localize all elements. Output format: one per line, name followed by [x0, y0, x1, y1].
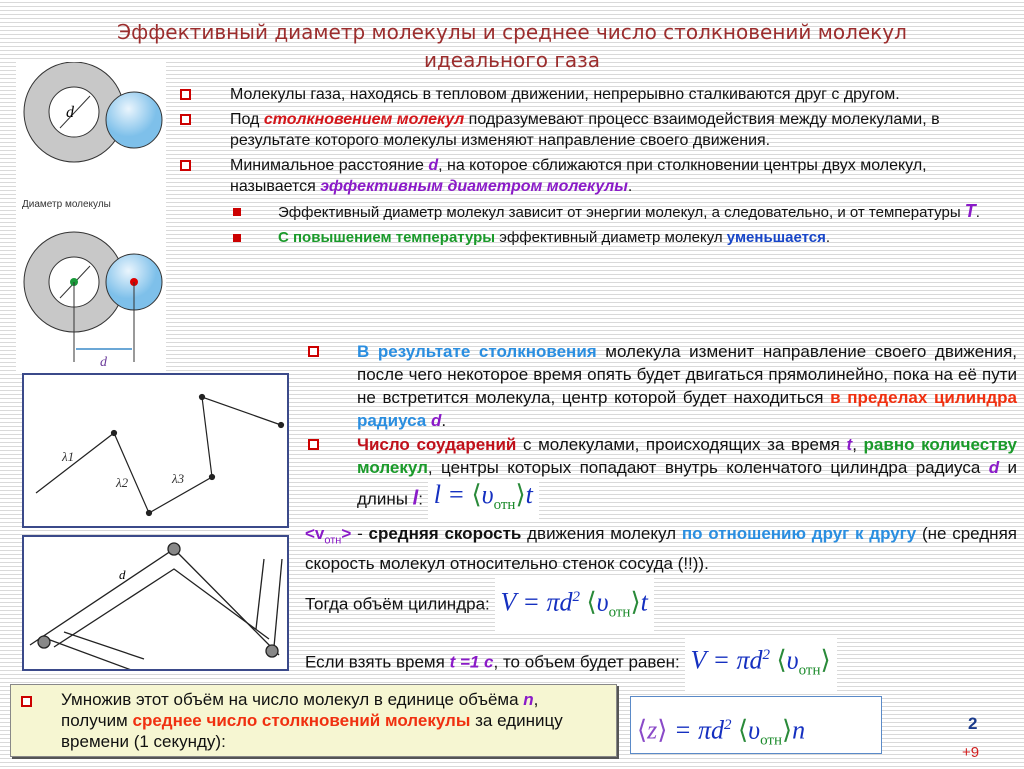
bullet-icon	[180, 160, 191, 171]
bullet-collision-definition: Под столкновением молекул подразумевают процесс взаимодействия между молекулами, в результате которого молекулы изменяют направление своего движения.	[176, 109, 1016, 151]
molecule-diameter-figure	[16, 62, 166, 374]
formula-volume-unit-time: $V = \pi d^2$ $⟨\upsilon_{отн}⟩$	[685, 635, 837, 691]
bullet-icon	[180, 114, 191, 125]
bullet-icon	[308, 346, 319, 357]
page-extra: +9	[962, 744, 980, 761]
volume-one-second-label: Если взять время t =1 с, то объем будет равен:	[305, 652, 680, 672]
subbullet-icon	[233, 234, 241, 242]
figure-caption: Диаметр молекулы	[22, 199, 111, 210]
top-bullet-list	[176, 84, 1016, 252]
subbullet-temperature: С повышением температуры эффективный диаметр молекул уменьшается.	[176, 227, 1016, 248]
conclusion-box	[10, 684, 617, 757]
broken-cylinder-diagram	[24, 537, 287, 669]
formula-collision-frequency: ⟨z⟩ = $\pi d^2$ $⟨\upsilon_{отн}⟩n$	[630, 696, 882, 754]
conclusion-text: Умножив этот объём на число молекул в единице объёма n, получим среднее число столкновений молекулы за единицу времени (1 секунду):	[61, 690, 563, 751]
zigzag-path-diagram	[24, 375, 287, 526]
cylinder-figure	[22, 535, 289, 671]
svg-text:d: d	[119, 567, 126, 582]
svg-text:d: d	[66, 104, 74, 121]
formula-path-length: $l = ⟨\upsilon_{отн}⟩t$	[428, 479, 539, 521]
bullet-icon	[308, 439, 319, 450]
subbullet-icon	[233, 208, 241, 216]
molecule-diagram	[16, 62, 166, 374]
middle-block	[305, 340, 1017, 693]
subbullet-energy: Эффективный диаметр молекул зависит от энергии молекул, а следовательно, и от температуры T.	[176, 201, 1016, 223]
svg-text:λ3: λ3	[172, 471, 185, 486]
svg-text:λ1: λ1	[62, 449, 75, 464]
bullet-after-collision: В результате столкновения молекула изменит направление своего движения, после чего некоторое время опять будет двигаться прямолинейно, пока на её пути не встретится молекула, центр которой будет находиться в пределах цилиндра радиуса d.	[305, 340, 1017, 432]
svg-text:d: d	[100, 355, 107, 370]
volume-label: Тогда объём цилиндра:	[305, 594, 490, 614]
free-path-figure	[22, 373, 289, 528]
volume-one-second-row	[305, 635, 1017, 691]
bullet-icon	[180, 89, 191, 100]
svg-text:λ2: λ2	[116, 475, 129, 490]
bullet-collisions: Молекулы газа, находясь в тепловом движении, непрерывно сталкиваются друг с другом.	[176, 84, 1016, 105]
volume-row	[305, 577, 1017, 633]
page-number: 2	[968, 714, 978, 733]
bullet-icon	[21, 696, 32, 707]
formula-volume: $V = \pi d^2$ $⟨\upsilon_{отн}⟩t$	[495, 577, 654, 633]
bullet-collision-count: Число соударений с молекулами, происходящих за время t, равно количеству молекул, центры которых попадают внутрь коленчатого цилиндра радиуса d и длины l: $l = ⟨\upsilon_{отн}⟩t$	[305, 433, 1017, 521]
slide-title: Эффективный диаметр молекулы и среднее число столкновений молекул идеального газа	[117, 20, 907, 72]
relative-speed-note: $<v_{отн}>$ - средняя скорость движения молекул по отношению друг к другу (не средняя скорость молекул относительно стенок сосуда (!!)).	[305, 524, 1017, 574]
bullet-effective-diameter: Минимальное расстояние d, на которое сближаются при столкновении центры двух молекул, называется эффективным диаметром молекулы.	[176, 155, 1016, 197]
